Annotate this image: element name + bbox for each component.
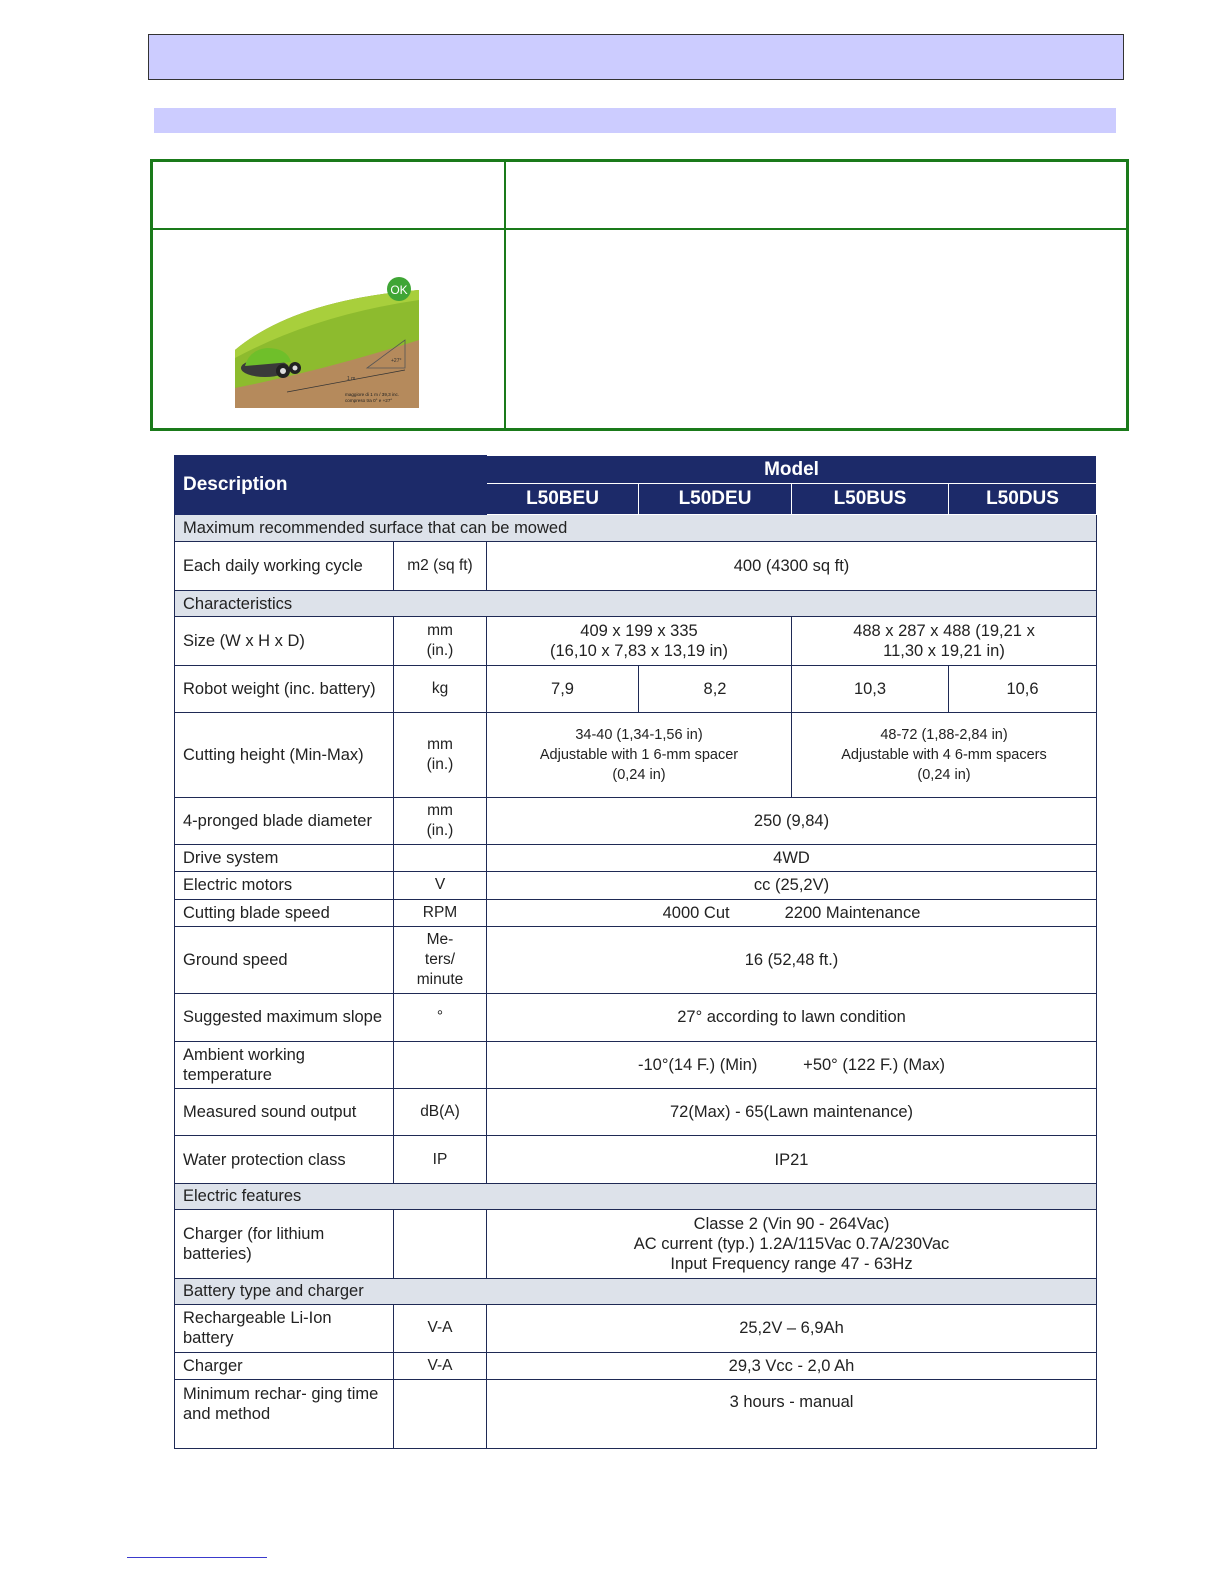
- row-value: [487, 617, 792, 665]
- section-row: [175, 591, 1097, 617]
- row-unit: dB(A): [394, 1089, 487, 1136]
- table-row: [175, 926, 1097, 994]
- slope-illustration: [235, 270, 419, 408]
- unit-line: mm: [427, 801, 453, 819]
- model-l50beu: L50BEU: [487, 484, 639, 515]
- section-row: [175, 1183, 1097, 1209]
- row-value: 400 (4300 sq ft): [487, 541, 1097, 590]
- table-row: [175, 541, 1097, 590]
- table-row: [175, 994, 1097, 1041]
- row-value: 10,6: [949, 665, 1097, 712]
- table-row: [175, 872, 1097, 899]
- title-bar: [148, 34, 1124, 80]
- row-desc: Size (W x H x D): [175, 617, 394, 665]
- value-line: (16,10 x 7,83 x 13,19 in): [550, 641, 728, 660]
- row-desc: Cutting blade speed: [175, 899, 394, 926]
- table-row: [175, 1304, 1097, 1352]
- row-value: [792, 617, 1097, 665]
- row-unit: V: [394, 872, 487, 899]
- table-row: [175, 1089, 1097, 1136]
- row-desc: Ground speed: [175, 926, 394, 994]
- row-desc: Water protection class: [175, 1136, 394, 1183]
- footnote-separator: [127, 1557, 267, 1558]
- subtitle-bar: [154, 108, 1116, 133]
- unit-line: (in.): [426, 641, 454, 659]
- table-row: [175, 713, 1097, 798]
- box-divider-horizontal: [153, 228, 1126, 230]
- row-value: 4WD: [487, 845, 1097, 872]
- row-value: 4000 Cut 2200 Maintenance: [487, 899, 1097, 926]
- unit-line: mm: [427, 735, 453, 753]
- value-line: Adjustable with 1 6-mm spacer: [539, 746, 739, 763]
- row-unit: [394, 1041, 487, 1088]
- value-line: 48-72 (1,88-2,84 in): [880, 726, 1008, 743]
- specifications-table: [174, 455, 1097, 1449]
- row-desc: Ambient working temperature: [175, 1041, 394, 1088]
- row-desc: Charger: [175, 1353, 394, 1380]
- table-row: [175, 1380, 1097, 1449]
- model-l50deu: L50DEU: [639, 484, 792, 515]
- value-line: 34-40 (1,34-1,56 in): [575, 726, 703, 743]
- table-row: [175, 899, 1097, 926]
- model-l50bus: L50BUS: [792, 484, 949, 515]
- row-unit: RPM: [394, 899, 487, 926]
- row-value: 25,2V – 6,9Ah: [487, 1304, 1097, 1352]
- unit-line: (in.): [426, 755, 454, 773]
- row-unit: m2 (sq ft): [394, 541, 487, 590]
- value-line: (0,24 in): [917, 766, 971, 783]
- row-desc: Drive system: [175, 845, 394, 872]
- row-unit: [394, 926, 487, 994]
- row-unit: [394, 797, 487, 844]
- angle-label: +27°: [391, 358, 402, 364]
- section-electric: Electric features: [175, 1183, 1097, 1209]
- row-unit: IP: [394, 1136, 487, 1183]
- row-value: 8,2: [639, 665, 792, 712]
- section-battery: Battery type and charger: [175, 1278, 1097, 1304]
- row-unit: kg: [394, 665, 487, 712]
- row-value: [792, 713, 1097, 798]
- row-unit: V-A: [394, 1304, 487, 1352]
- value-line: 488 x 287 x 488 (19,21 x: [853, 621, 1035, 640]
- row-value: 7,9: [487, 665, 639, 712]
- row-unit: [394, 1380, 487, 1449]
- illustration-caption-2: compreso tra 0° e +27°: [345, 398, 393, 403]
- section-row: [175, 1278, 1097, 1304]
- row-desc: Charger (for lithium batteries): [175, 1209, 394, 1278]
- distance-label: 1 m: [347, 376, 356, 382]
- model-header: Model: [487, 456, 1097, 484]
- unit-line: (in.): [426, 821, 454, 839]
- row-value: 72(Max) - 65(Lawn maintenance): [487, 1089, 1097, 1136]
- unit-line: ters/: [424, 950, 456, 968]
- row-value: 3 hours - manual: [487, 1380, 1097, 1449]
- section-characteristics: Characteristics: [175, 591, 1097, 617]
- row-unit: [394, 1209, 487, 1278]
- illustration-caption-1: maggiore di 1 m / 39,3 inc.: [345, 392, 400, 397]
- row-unit: [394, 617, 487, 665]
- row-value: 27° according to lawn condition: [487, 994, 1097, 1041]
- row-value: [487, 1209, 1097, 1278]
- description-header: Description: [175, 456, 394, 515]
- row-desc: Measured sound output: [175, 1089, 394, 1136]
- value-line: 11,30 x 19,21 in): [883, 641, 1005, 660]
- table-row: [175, 1209, 1097, 1278]
- row-desc: Electric motors: [175, 872, 394, 899]
- model-l50dus: L50DUS: [949, 484, 1097, 515]
- row-desc: Cutting height (Min-Max): [175, 713, 394, 798]
- ok-badge-text: OK: [390, 283, 408, 297]
- table-row: [175, 845, 1097, 872]
- table-row: [175, 617, 1097, 665]
- row-unit: [394, 845, 487, 872]
- table-row: [175, 797, 1097, 844]
- box-divider-vertical: [504, 162, 506, 428]
- row-desc: Minimum rechar- ging time and method: [175, 1380, 394, 1449]
- value-line: Classe 2 (Vin 90 - 264Vac): [693, 1214, 890, 1233]
- row-desc: Suggested maximum slope: [175, 994, 394, 1041]
- unit-line: minute: [416, 970, 464, 988]
- value-line: (0,24 in): [612, 766, 666, 783]
- row-unit: [394, 713, 487, 798]
- unit-header: [394, 456, 487, 515]
- unit-line: mm: [427, 621, 453, 639]
- row-desc: Robot weight (inc. battery): [175, 665, 394, 712]
- section-surface: Maximum recommended surface that can be mowed: [175, 515, 1097, 541]
- table-row: [175, 1136, 1097, 1183]
- row-desc: Each daily working cycle: [175, 541, 394, 590]
- table-header-row: [175, 456, 1097, 484]
- row-desc: 4-pronged blade diameter: [175, 797, 394, 844]
- unit-line: Me-: [426, 930, 454, 948]
- section-row: [175, 515, 1097, 541]
- row-unit: V-A: [394, 1353, 487, 1380]
- row-value: IP21: [487, 1136, 1097, 1183]
- value-line: Adjustable with 4 6-mm spacers: [841, 746, 1047, 763]
- row-value: [487, 713, 792, 798]
- row-value: -10°(14 F.) (Min) +50° (122 F.) (Max): [487, 1041, 1097, 1088]
- row-value: cc (25,2V): [487, 872, 1097, 899]
- row-value: 250 (9,84): [487, 797, 1097, 844]
- table-row: [175, 1353, 1097, 1380]
- table-row: [175, 665, 1097, 712]
- value-line: Input Frequency range 47 - 63Hz: [670, 1254, 913, 1273]
- table-row: [175, 1041, 1097, 1088]
- row-value: 10,3: [792, 665, 949, 712]
- value-line: AC current (typ.) 1.2A/115Vac 0.7A/230Vac: [633, 1234, 950, 1253]
- row-value: 29,3 Vcc - 2,0 Ah: [487, 1353, 1097, 1380]
- value-line: 409 x 199 x 335: [580, 621, 698, 640]
- row-value: 16 (52,48 ft.): [487, 926, 1097, 994]
- row-desc: Rechargeable Li-Ion battery: [175, 1304, 394, 1352]
- row-unit: °: [394, 994, 487, 1041]
